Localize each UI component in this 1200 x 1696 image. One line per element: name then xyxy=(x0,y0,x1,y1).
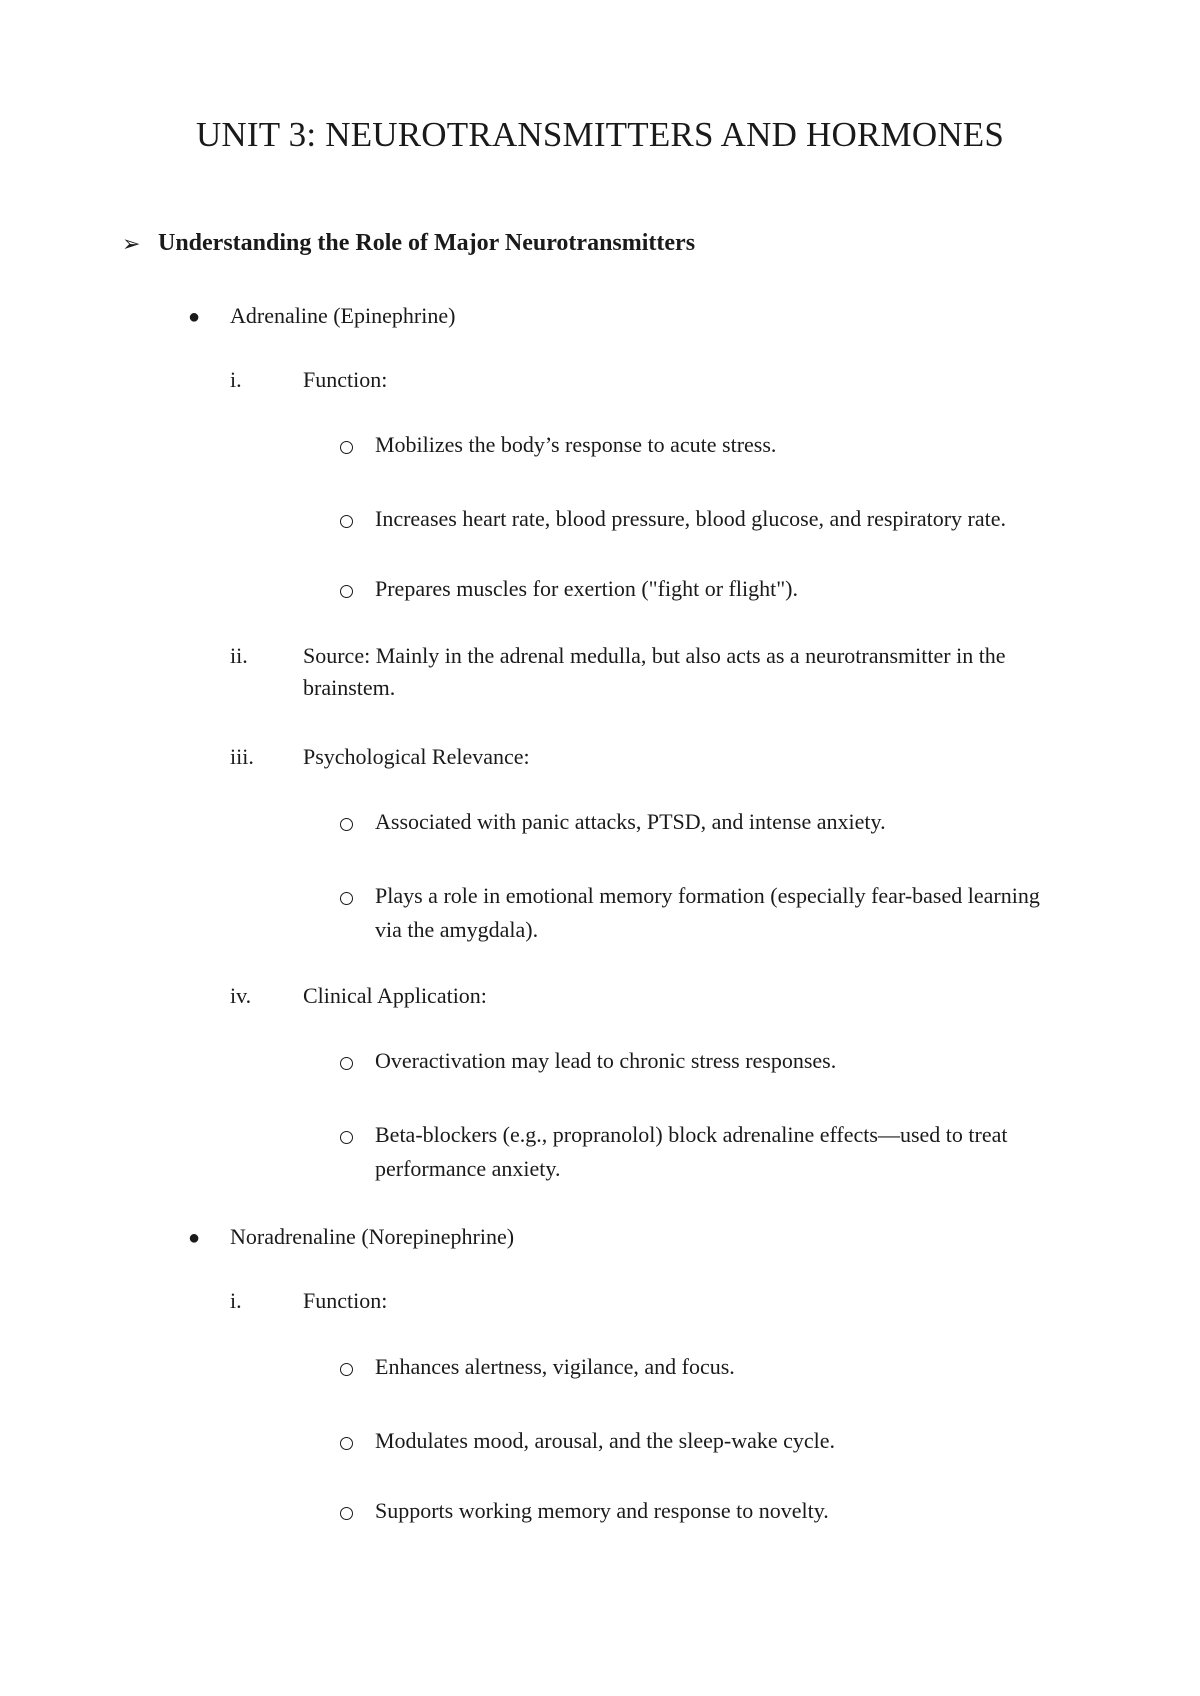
list-item: Beta-blockers (e.g., propranolol) block adrenaline effects—used to treat xyxy=(375,1122,1008,1147)
page-title: UNIT 3: NEUROTRANSMITTERS AND HORMONES xyxy=(195,115,1005,154)
circle-bullet-icon xyxy=(340,441,353,459)
list-item-cont: performance anxiety. xyxy=(375,1156,561,1181)
circle-bullet-icon xyxy=(340,1057,353,1075)
circle-bullet-icon xyxy=(340,1363,353,1381)
source-text-cont: brainstem. xyxy=(303,675,396,700)
bullet-icon: ● xyxy=(188,306,201,328)
subheading-function: Function: xyxy=(303,367,388,392)
list-item: Plays a role in emotional memory formation (especially fear-based learning xyxy=(375,883,1040,908)
circle-bullet-icon xyxy=(340,818,353,836)
circle-bullet-icon xyxy=(340,892,353,910)
subheading-function: Function: xyxy=(303,1288,388,1313)
list-item: Enhances alertness, vigilance, and focus. xyxy=(375,1354,735,1379)
list-item: Overactivation may lead to chronic stress responses. xyxy=(375,1048,837,1073)
list-item: Modulates mood, arousal, and the sleep-wake cycle. xyxy=(375,1428,836,1453)
bullet-icon: ● xyxy=(188,1227,201,1249)
list-number: i. xyxy=(230,1288,242,1313)
circle-bullet-icon xyxy=(340,1437,353,1455)
list-item: Prepares muscles for exertion ("fight or flight"). xyxy=(375,576,799,601)
list-number: iv. xyxy=(230,983,252,1008)
list-number: ii. xyxy=(230,643,248,668)
list-number: i. xyxy=(230,367,242,392)
circle-bullet-icon xyxy=(340,585,353,603)
list-item: Associated with panic attacks, PTSD, and intense anxiety. xyxy=(375,809,886,834)
topic-noradrenaline: Noradrenaline (Norepinephrine) xyxy=(230,1224,515,1249)
subheading-clinical-application: Clinical Application: xyxy=(303,983,487,1008)
circle-bullet-icon xyxy=(340,1507,353,1525)
circle-bullet-icon xyxy=(340,1131,353,1149)
list-item: Increases heart rate, blood pressure, blood glucose, and respiratory rate. xyxy=(375,506,1007,531)
list-item: Supports working memory and response to novelty. xyxy=(375,1498,829,1523)
list-number: iii. xyxy=(230,744,254,769)
arrow-bullet-icon: ➢ xyxy=(122,232,141,257)
list-item-cont: via the amygdala). xyxy=(375,917,539,942)
section-heading: Understanding the Role of Major Neurotransmitters xyxy=(158,230,696,256)
source-text: Source: Mainly in the adrenal medulla, but also acts as a neurotransmitter in the xyxy=(303,643,1006,668)
circle-bullet-icon xyxy=(340,515,353,533)
list-item: Mobilizes the body’s response to acute stress. xyxy=(375,432,777,457)
topic-adrenaline: Adrenaline (Epinephrine) xyxy=(230,303,456,328)
subheading-psychological-relevance: Psychological Relevance: xyxy=(303,744,530,769)
